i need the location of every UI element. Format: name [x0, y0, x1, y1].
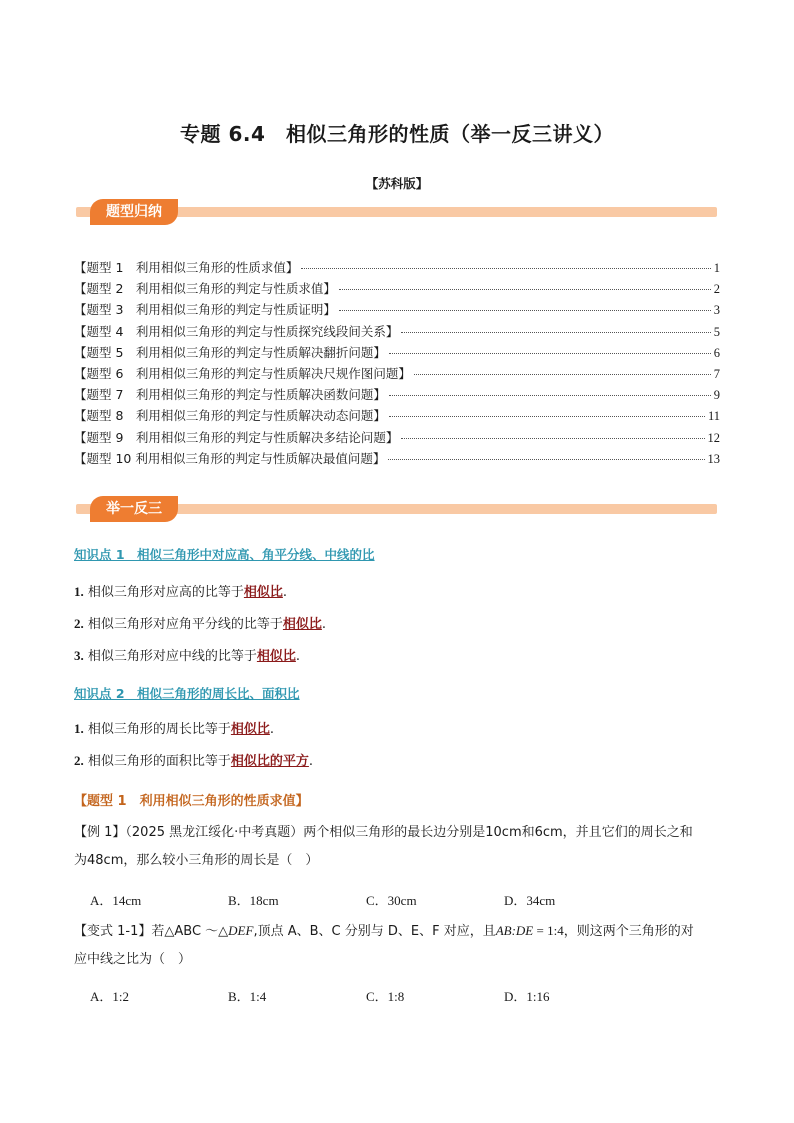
toc-entry[interactable] — [74, 322, 720, 343]
toc-dot-leader — [389, 353, 711, 354]
toc-entry[interactable] — [74, 406, 720, 427]
kp1-item: 1. 相似三角形对应高的比等于相似比. — [74, 584, 288, 600]
section-tag-types: 题型归纳 — [90, 199, 178, 225]
toc-dot-leader — [339, 310, 711, 311]
toc-entry-title: 【题型 3 利用相似三角形的判定与性质证明】 — [74, 302, 336, 318]
toc-dot-leader — [401, 438, 704, 439]
toc-dot-leader — [414, 374, 711, 375]
toc-page-number: 3 — [713, 303, 720, 318]
toc-entry-title: 【题型 5 利用相似三角形的判定与性质解决翻折问题】 — [74, 344, 386, 360]
example-1-options — [90, 890, 710, 909]
variant-1-1-text: 【变式 1-1】若△ABC ～△DEF,顶点 A、B、C 分别与 D、E、F 对应，且AB:DE = 1:4，则这两个三角形的对 应中线之比为（ ） — [74, 923, 694, 967]
toc-page-number: 5 — [713, 324, 720, 339]
toc-entry[interactable] — [74, 258, 720, 279]
toc-entry[interactable] — [74, 279, 720, 300]
toc-dot-leader — [388, 459, 704, 460]
kp1-item: 3. 相似三角形对应中线的比等于相似比. — [74, 648, 301, 664]
toc-entry-title: 【题型 10 利用相似三角形的判定与性质解决最值问题】 — [74, 450, 386, 466]
toc-page-number: 13 — [707, 451, 720, 466]
toc-entry[interactable] — [74, 343, 720, 364]
toc-page-number: 11 — [707, 409, 720, 424]
option-b: B．1:4 — [228, 989, 267, 1004]
toc-entry[interactable] — [74, 385, 720, 406]
table-of-contents — [74, 258, 720, 470]
option-c: C．30cm — [366, 893, 417, 908]
question-type-1-title: 【题型 1 利用相似三角形的性质求值】 — [74, 794, 309, 809]
toc-page-number: 7 — [713, 366, 720, 381]
option-d: D．34cm — [504, 893, 556, 908]
kp2-item: 2. 相似三角形的面积比等于相似比的平方. — [74, 753, 314, 769]
toc-entry-title: 【题型 8 利用相似三角形的判定与性质解决动态问题】 — [74, 408, 386, 424]
variant-1-1-options — [90, 986, 710, 1005]
toc-page-number: 1 — [713, 261, 720, 275]
toc-page-number: 9 — [713, 388, 720, 403]
toc-entry-title: 【题型 6 利用相似三角形的判定与性质解决尺规作图问题】 — [74, 365, 411, 381]
toc-entry[interactable] — [74, 449, 720, 470]
toc-entry-title: 【题型 1 利用相似三角形的性质求值】 — [74, 260, 299, 275]
edition-label: 【苏科版】 — [365, 176, 429, 191]
option-c: C．1:8 — [366, 989, 405, 1004]
toc-dot-leader — [401, 332, 710, 333]
option-a: A．14cm — [90, 893, 142, 908]
page-title: 专题 6.4 相似三角形的性质（举一反三讲义） — [180, 122, 614, 146]
kp2-item: 1. 相似三角形的周长比等于相似比. — [74, 721, 275, 737]
toc-entry-title: 【题型 2 利用相似三角形的判定与性质求值】 — [74, 281, 336, 297]
toc-entry[interactable] — [74, 364, 720, 385]
toc-entry-title: 【题型 7 利用相似三角形的判定与性质解决函数问题】 — [74, 387, 386, 403]
option-d: D．1:16 — [504, 989, 550, 1004]
toc-entry-title: 【题型 4 利用相似三角形的判定与性质探究线段间关系】 — [74, 323, 399, 339]
option-a: A．1:2 — [90, 989, 130, 1004]
toc-entry[interactable] — [74, 428, 720, 449]
toc-page-number: 2 — [713, 282, 720, 297]
section-tag-examples: 举一反三 — [90, 496, 178, 522]
toc-page-number: 6 — [713, 345, 720, 360]
toc-dot-leader — [301, 268, 710, 269]
knowledge-point-1-title: 知识点 1 相似三角形中对应高、角平分线、中线的比 — [74, 547, 375, 562]
knowledge-point-2-title: 知识点 2 相似三角形的周长比、面积比 — [74, 686, 300, 701]
toc-entry[interactable] — [74, 300, 720, 321]
option-b: B．18cm — [228, 893, 279, 908]
toc-dot-leader — [389, 395, 711, 396]
toc-dot-leader — [389, 416, 705, 417]
toc-dot-leader — [339, 289, 711, 290]
toc-entry-title: 【题型 9 利用相似三角形的判定与性质解决多结论问题】 — [74, 429, 399, 445]
kp1-item: 2. 相似三角形对应角平分线的比等于相似比. — [74, 616, 327, 632]
example-1-text: 【例 1】（2025 黑龙江绥化·中考真题）两个相似三角形的最长边分别是10cm和6cm，并且它们的周长之和 为48cm，那么较小三角形的周长是（ ） — [74, 825, 693, 868]
toc-page-number: 12 — [707, 430, 720, 445]
